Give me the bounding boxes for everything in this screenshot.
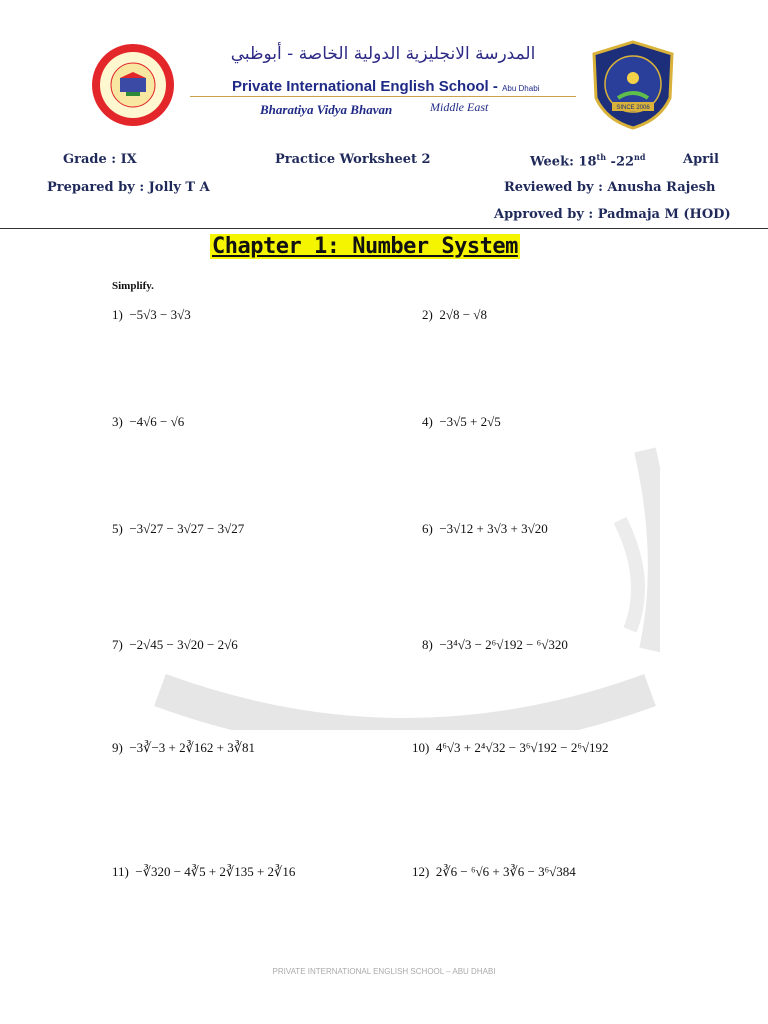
problem-expression: −3√5 + 2√5 <box>439 414 501 429</box>
problem-expression: 2√8 − √8 <box>439 307 487 322</box>
school-emblem-logo <box>90 42 176 128</box>
header-divider <box>0 228 768 229</box>
school-name-text: Private International English School - <box>232 78 498 95</box>
problem-12 <box>412 864 576 880</box>
page-footer: PRIVATE INTERNATIONAL ENGLISH SCHOOL – ABU DHABI <box>272 967 496 976</box>
problem-11 <box>112 864 295 880</box>
week-start: Week: 18 <box>530 154 597 170</box>
school-city: Abu Dhabi <box>502 84 540 93</box>
problem-expression: −3√27 − 3√27 − 3√27 <box>129 521 245 536</box>
problem-number: 2) <box>422 307 433 322</box>
approved-by: Approved by : Padmaja M (HOD) <box>494 207 731 222</box>
affiliation-name: Bharatiya Vidya Bhavan <box>260 102 393 117</box>
problem-expression: −∛320 − 4∛5 + 2∛135 + 2∛16 <box>135 864 296 879</box>
problem-10 <box>412 740 609 756</box>
problem-expression: −5√3 − 3√3 <box>129 307 191 322</box>
problem-5 <box>112 521 244 537</box>
problem-number: 8) <box>422 637 433 652</box>
chapter-title: Chapter 1: Number System <box>212 234 518 259</box>
problem-number: 10) <box>412 740 430 755</box>
problem-number: 12) <box>412 864 430 879</box>
problem-expression: −2√45 − 3√20 − 2√6 <box>129 637 238 652</box>
school-name-arabic: المدرسة الانجليزية الدولية الخاصة - أبوظبي <box>230 44 536 64</box>
problem-9 <box>112 740 255 756</box>
affiliation-region: Middle East <box>430 100 489 114</box>
week-end: -22 <box>606 154 635 170</box>
week-end-suffix: nd <box>634 152 646 162</box>
week-label <box>530 152 645 169</box>
worksheet-title: Practice Worksheet 2 <box>275 152 431 167</box>
problem-expression: −4√6 − √6 <box>129 414 185 429</box>
problem-4 <box>422 414 501 430</box>
problem-6 <box>422 521 548 537</box>
school-name-english <box>232 78 539 95</box>
problem-expression: 2∛6 − ⁶√6 + 3∛6 − 3⁶√384 <box>435 864 576 879</box>
school-watermark <box>150 440 660 730</box>
problem-number: 5) <box>112 521 123 536</box>
instruction: Simplify. <box>112 280 154 292</box>
week-month: April <box>683 152 719 167</box>
problem-number: 1) <box>112 307 123 322</box>
problem-expression: −3⁴√3 − 2⁶√192 − ⁶√320 <box>439 637 568 652</box>
header-rule <box>190 96 576 97</box>
problem-number: 9) <box>112 740 123 755</box>
week-start-suffix: th <box>596 152 607 162</box>
problem-expression: −3∛−3 + 2∛162 + 3∛81 <box>129 740 256 755</box>
problem-expression: −3√12 + 3√3 + 3√20 <box>439 521 548 536</box>
problem-number: 6) <box>422 521 433 536</box>
problem-7 <box>112 637 238 653</box>
problem-number: 3) <box>112 414 123 429</box>
problem-2 <box>422 307 487 323</box>
prepared-by: Prepared by : Jolly T A <box>47 180 210 195</box>
problem-number: 4) <box>422 414 433 429</box>
problem-number: 7) <box>112 637 123 652</box>
logo-since-text: SINCE 2006 <box>616 105 650 111</box>
problem-3 <box>112 414 184 430</box>
problem-number: 11) <box>112 864 129 879</box>
grade-label: Grade : IX <box>63 152 137 167</box>
problem-expression: 4⁶√3 + 2⁴√32 − 3⁶√192 − 2⁶√192 <box>435 740 609 755</box>
problem-1 <box>112 307 191 323</box>
bhavan-shield-logo <box>590 40 676 130</box>
reviewed-by: Reviewed by : Anusha Rajesh <box>504 180 716 195</box>
problem-8 <box>422 637 568 653</box>
